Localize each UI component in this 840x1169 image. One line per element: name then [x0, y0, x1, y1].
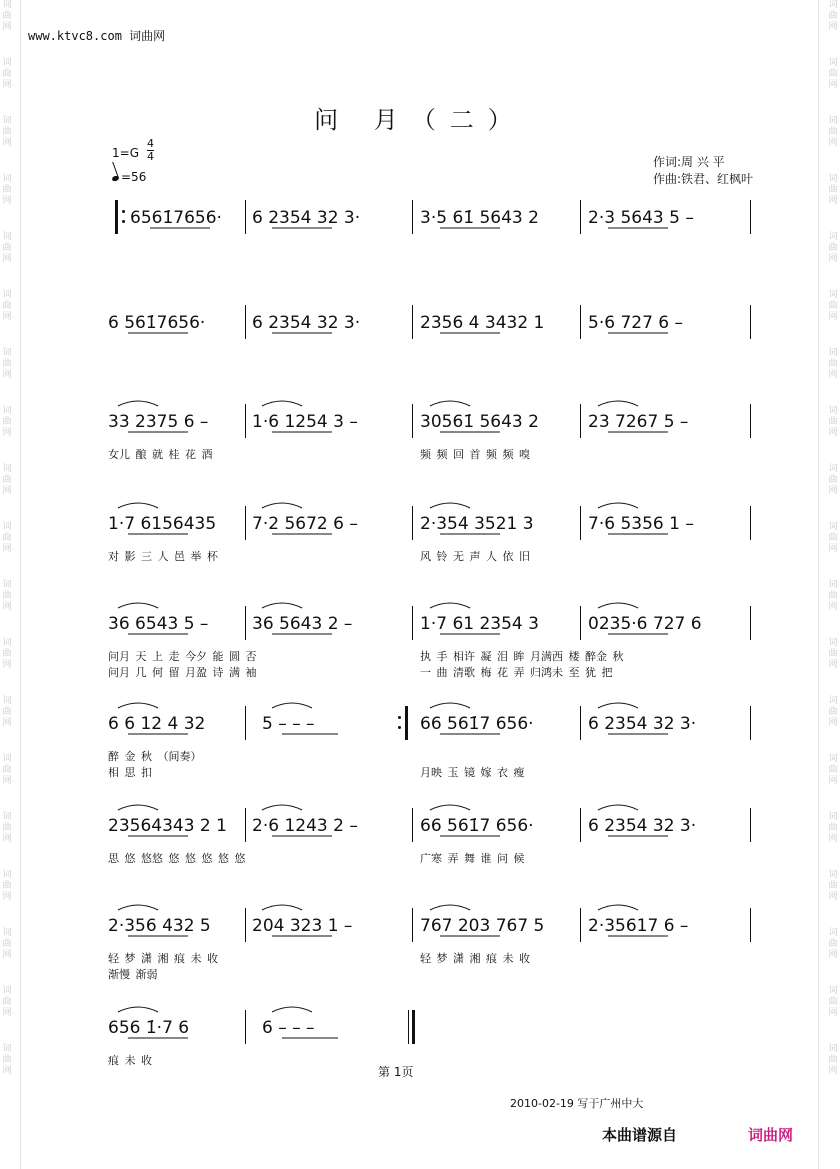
- site-url[interactable]: www.ktvc8.com 词曲网: [28, 29, 166, 43]
- watermark-char: 网: [2, 196, 12, 206]
- composer-credit: 作曲:铁君、红枫叶: [653, 172, 754, 186]
- watermark-char: 词: [2, 406, 12, 416]
- watermark-char: 网: [2, 80, 12, 90]
- watermark-char: 曲: [828, 185, 838, 195]
- measure: 7·6 5356 1 –: [588, 514, 694, 534]
- watermark-char: 词: [2, 638, 12, 648]
- watermark-group: [0, 232, 14, 265]
- watermark-group: [826, 870, 840, 903]
- barline: [580, 200, 581, 234]
- watermark-group: [0, 522, 14, 555]
- measure: 6 2354 32 3·: [252, 313, 361, 333]
- watermark-char: 词: [828, 348, 838, 358]
- watermark-char: 曲: [2, 997, 12, 1007]
- watermark-group: [826, 232, 840, 265]
- page-number: 第 1页: [378, 1065, 414, 1079]
- slur-arc: [598, 503, 638, 508]
- barline: [412, 506, 413, 540]
- watermark-char: 词: [2, 1044, 12, 1054]
- barline: [750, 808, 751, 842]
- watermark-char: 网: [2, 776, 12, 786]
- watermark-group: [0, 406, 14, 439]
- watermark-group: [0, 928, 14, 961]
- barline: [750, 200, 751, 234]
- measure: 30561̇ 5643 2: [420, 412, 539, 432]
- watermark-group: [0, 754, 14, 787]
- barline: [580, 808, 581, 842]
- slur-arc: [118, 703, 158, 708]
- watermark-char: 词: [2, 232, 12, 242]
- watermark-char: 曲: [2, 707, 12, 717]
- slur-arc: [262, 503, 302, 508]
- watermark-group: [0, 0, 14, 33]
- measure: 6 2354 32 3·: [588, 816, 697, 836]
- watermark-char: 曲: [2, 475, 12, 485]
- watermark-char: 网: [2, 138, 12, 148]
- measure: 0235·6 727 6: [588, 614, 702, 634]
- watermark-char: 词: [2, 464, 12, 474]
- measure: 7·2 5672 6 –: [252, 514, 358, 534]
- watermark-char: 曲: [828, 649, 838, 659]
- measure: 6561̇7656·: [130, 208, 222, 228]
- watermark-group: [826, 348, 840, 381]
- watermark-char: 网: [828, 544, 838, 554]
- slur-arc: [598, 401, 638, 406]
- measure: 3·5 61̇ 5643 2: [420, 208, 539, 228]
- lyric-line: 思 悠 悠悠 悠 悠 悠 悠 悠: [108, 852, 246, 865]
- slur-arc: [118, 1007, 158, 1012]
- composition-date: 2010-02-19 写于广州中大: [510, 1097, 644, 1110]
- slur-arc: [598, 805, 638, 810]
- watermark-group: [826, 1044, 840, 1077]
- watermark-group: [826, 638, 840, 671]
- watermark-char: 曲: [828, 243, 838, 253]
- watermark-char: 网: [2, 602, 12, 612]
- watermark-char: 词: [828, 812, 838, 822]
- time-numerator: 4: [147, 137, 154, 150]
- barline: [580, 706, 581, 740]
- barline: [580, 506, 581, 540]
- watermark-char: 词: [828, 754, 838, 764]
- watermark-char: 网: [828, 834, 838, 844]
- slur-arc: [430, 905, 470, 910]
- measure: 36 5643 2 –: [252, 614, 353, 634]
- watermark-char: 曲: [2, 533, 12, 543]
- watermark-char: 曲: [2, 881, 12, 891]
- slur-arc: [262, 401, 302, 406]
- slur-arc: [430, 401, 470, 406]
- measure: 1·6 1254 3 –: [252, 412, 358, 432]
- watermark-char: 网: [828, 602, 838, 612]
- slur-arc: [598, 603, 638, 608]
- watermark-group: [0, 290, 14, 323]
- watermark-group: [0, 638, 14, 671]
- watermark-char: 网: [828, 312, 838, 322]
- lyric-line: 女儿 酿 就 桂 花 酒: [108, 448, 213, 461]
- watermark-char: 曲: [828, 301, 838, 311]
- barline: [245, 908, 246, 942]
- tempo-value: =56: [121, 170, 147, 184]
- measure: 36 6543 5 –: [108, 614, 209, 634]
- watermark-char: 词: [828, 0, 838, 10]
- slur-arc: [262, 905, 302, 910]
- watermark-char: 网: [828, 138, 838, 148]
- watermark-group: [0, 870, 14, 903]
- slur-arc: [430, 805, 470, 810]
- lyric-line: 风 铃 无 声 人 依 旧: [420, 550, 530, 563]
- slur-arc: [430, 603, 470, 608]
- watermark-group: [826, 406, 840, 439]
- slur-arc: [118, 905, 158, 910]
- barline: [580, 404, 581, 438]
- watermark-group: [0, 464, 14, 497]
- barline: [245, 200, 246, 234]
- watermark-char: 词: [2, 58, 12, 68]
- watermark-char: 网: [828, 892, 838, 902]
- barline: [750, 706, 751, 740]
- lyric-line-second-verse: 问月 几 何 留 月盈 诗 满 袖: [108, 666, 257, 679]
- slur-arc: [272, 1007, 312, 1012]
- slur-arc: [118, 603, 158, 608]
- slur-arc: [598, 905, 638, 910]
- time-signature: [147, 138, 154, 163]
- barline: [580, 606, 581, 640]
- watermark-char: 曲: [2, 765, 12, 775]
- slur-arc: [272, 703, 312, 708]
- watermark-char: 曲: [2, 417, 12, 427]
- final-barline: [412, 1010, 415, 1044]
- watermark-char: 词: [828, 232, 838, 242]
- measure: 6 – – –: [262, 1018, 315, 1038]
- watermark-char: 曲: [2, 1055, 12, 1065]
- watermark-char: 词: [828, 464, 838, 474]
- lyric-line: 对 影 三 人 邑 举 杯: [108, 550, 218, 563]
- measure: 2356 4 3432 1: [420, 313, 545, 333]
- watermark-char: 词: [828, 580, 838, 590]
- watermark-char: 网: [2, 254, 12, 264]
- watermark-char: 曲: [828, 881, 838, 891]
- watermark-char: 曲: [828, 939, 838, 949]
- source-label: 本曲谱源自: [602, 1126, 678, 1144]
- measure: 66 561̇7 656·: [420, 816, 534, 836]
- measure: 5 – – –: [262, 714, 315, 734]
- lyric-line-second-verse: 一 曲 清歌 梅 花 弄 归鸿未 至 犹 把: [420, 666, 613, 679]
- barline: [580, 908, 581, 942]
- watermark-char: 网: [2, 428, 12, 438]
- watermark-char: 曲: [828, 11, 838, 21]
- slur-arc: [118, 805, 158, 810]
- watermark-char: 曲: [828, 591, 838, 601]
- right-watermark-strip: [826, 0, 840, 1169]
- barline: [750, 506, 751, 540]
- watermark-char: 曲: [828, 475, 838, 485]
- watermark-char: 网: [2, 950, 12, 960]
- watermark-group: [0, 348, 14, 381]
- watermark-char: 曲: [2, 243, 12, 253]
- watermark-char: 网: [828, 1008, 838, 1018]
- watermark-char: 网: [828, 22, 838, 32]
- watermark-char: 网: [828, 80, 838, 90]
- barline: [412, 606, 413, 640]
- lyricist-credit: 作词:周 兴 平: [653, 155, 725, 169]
- slur-arc: [118, 401, 158, 406]
- lyric-line: 轻 梦 潇 湘 痕 未 收: [108, 952, 218, 965]
- measure: 767 203 767 5: [420, 916, 545, 936]
- watermark-char: 词: [828, 870, 838, 880]
- watermark-char: 词: [828, 116, 838, 126]
- watermark-char: 词: [2, 0, 12, 10]
- barline: [245, 706, 246, 740]
- barline: [750, 305, 751, 339]
- watermark-char: 词: [2, 174, 12, 184]
- measure: 204 323 1 –: [252, 916, 353, 936]
- slur-arc: [430, 703, 470, 708]
- watermark-char: 网: [828, 1066, 838, 1076]
- measure: 6 6 12 4 32: [108, 714, 206, 734]
- watermark-char: 词: [2, 870, 12, 880]
- watermark-char: 网: [828, 776, 838, 786]
- barline: [412, 200, 413, 234]
- watermark-char: 曲: [2, 359, 12, 369]
- slur-arc: [262, 805, 302, 810]
- watermark-group: [0, 580, 14, 613]
- watermark-group: [826, 58, 840, 91]
- watermark-group: [826, 0, 840, 33]
- watermark-char: 词: [2, 928, 12, 938]
- watermark-char: 曲: [2, 301, 12, 311]
- watermark-group: [826, 812, 840, 845]
- quarter-note-icon: [111, 175, 119, 182]
- watermark-group: [0, 1044, 14, 1077]
- barline: [245, 606, 246, 640]
- lyric-line: 醉 金 秋 （间奏）: [108, 750, 202, 763]
- watermark-group: [0, 696, 14, 729]
- watermark-char: 曲: [828, 417, 838, 427]
- watermark-char: 曲: [2, 939, 12, 949]
- watermark-char: 词: [828, 290, 838, 300]
- watermark-char: 曲: [2, 823, 12, 833]
- watermark-char: 网: [828, 428, 838, 438]
- measure: 656 1̇·7 6: [108, 1018, 190, 1038]
- lyric-line: 频 频 回 首 频 频 嗅: [420, 448, 530, 461]
- watermark-char: 曲: [2, 649, 12, 659]
- barline: [245, 305, 246, 339]
- lyric-line-second-verse: 月映 玉 镜 嫁 衣 瘦: [420, 766, 525, 779]
- watermark-char: 网: [2, 892, 12, 902]
- watermark-group: [826, 290, 840, 323]
- watermark-char: 曲: [828, 765, 838, 775]
- barline: [412, 808, 413, 842]
- barline: [580, 305, 581, 339]
- tempo-marking: [112, 170, 146, 184]
- watermark-char: 曲: [2, 127, 12, 137]
- watermark-char: 词: [2, 812, 12, 822]
- measure: 6 561̇7656·: [108, 313, 206, 333]
- watermark-group: [826, 986, 840, 1019]
- measure: 6 2354 32 3·: [588, 714, 697, 734]
- watermark-char: 网: [2, 486, 12, 496]
- barline: [245, 404, 246, 438]
- watermark-char: 网: [828, 486, 838, 496]
- watermark-char: 网: [828, 254, 838, 264]
- barline: [412, 404, 413, 438]
- watermark-char: 曲: [2, 185, 12, 195]
- measure: 1·7 61 2354 3: [420, 614, 539, 634]
- measure: 2·354 3521 3: [420, 514, 534, 534]
- measure: 2·3 5643 5 –: [588, 208, 694, 228]
- barline: [750, 908, 751, 942]
- watermark-char: 网: [2, 544, 12, 554]
- barline: [245, 506, 246, 540]
- watermark-char: 网: [2, 834, 12, 844]
- measure: 23 7267 5 –: [588, 412, 689, 432]
- watermark-char: 词: [2, 696, 12, 706]
- watermark-char: 词: [2, 580, 12, 590]
- lyric-line: 痕 未 收: [108, 1054, 152, 1067]
- watermark-char: 网: [2, 22, 12, 32]
- watermark-char: 词: [2, 522, 12, 532]
- measure: 2·356 432 5: [108, 916, 211, 936]
- watermark-group: [826, 696, 840, 729]
- key-signature: 1=G: [112, 146, 139, 160]
- watermark-group: [826, 522, 840, 555]
- watermark-char: 曲: [828, 707, 838, 717]
- watermark-char: 曲: [2, 69, 12, 79]
- watermark-char: 曲: [828, 127, 838, 137]
- song-title: 问 月（二）: [314, 106, 526, 134]
- watermark-char: 网: [828, 718, 838, 728]
- watermark-char: 网: [2, 370, 12, 380]
- barline: [750, 606, 751, 640]
- watermark-char: 词: [828, 174, 838, 184]
- watermark-group: [0, 812, 14, 845]
- lyric-line-second-verse: 相 思 扣: [108, 766, 152, 779]
- watermark-char: 网: [828, 660, 838, 670]
- left-watermark-strip: [0, 0, 14, 1169]
- lyric-line: 轻 梦 潇 湘 痕 未 收: [420, 952, 530, 965]
- lyric-line: 执 手 相许 凝 泪 眸 月满西 楼 醉金 秋: [420, 650, 624, 663]
- lyric-line: 问月 天 上 走 今夕 能 圆 否: [108, 650, 257, 663]
- slur-arc: [262, 603, 302, 608]
- watermark-char: 网: [2, 1008, 12, 1018]
- watermark-char: 曲: [828, 69, 838, 79]
- watermark-char: 曲: [828, 1055, 838, 1065]
- watermark-char: 网: [2, 718, 12, 728]
- watermark-char: 网: [2, 660, 12, 670]
- slur-arc: [430, 503, 470, 508]
- barline: [750, 404, 751, 438]
- watermark-char: 词: [2, 348, 12, 358]
- measure: 1·7 6156435: [108, 514, 217, 534]
- repeat-start-sign: [115, 200, 121, 234]
- watermark-char: 网: [828, 950, 838, 960]
- watermark-group: [826, 464, 840, 497]
- watermark-char: 词: [828, 638, 838, 648]
- watermark-char: 词: [828, 406, 838, 416]
- watermark-group: [0, 986, 14, 1019]
- slur-arc: [598, 703, 638, 708]
- watermark-group: [0, 58, 14, 91]
- watermark-group: [826, 754, 840, 787]
- watermark-char: 曲: [2, 11, 12, 21]
- watermark-char: 曲: [2, 591, 12, 601]
- left-margin-line: [20, 0, 21, 1169]
- watermark-char: 词: [828, 522, 838, 532]
- lyric-line-second-verse: 渐慢 渐弱: [108, 968, 158, 981]
- watermark-char: 网: [2, 1066, 12, 1076]
- final-barline-thin: [408, 1010, 409, 1044]
- watermark-char: 词: [828, 1044, 838, 1054]
- watermark-char: 曲: [828, 359, 838, 369]
- watermark-char: 词: [2, 986, 12, 996]
- barline: [245, 1010, 246, 1044]
- watermark-char: 词: [828, 58, 838, 68]
- watermark-char: 词: [2, 754, 12, 764]
- watermark-char: 曲: [828, 997, 838, 1007]
- repeat-end-sign: [398, 706, 404, 740]
- watermark-group: [826, 580, 840, 613]
- watermark-group: [0, 174, 14, 207]
- watermark-group: [826, 174, 840, 207]
- measure: 23564343 2 1: [108, 816, 227, 836]
- watermark-char: 词: [2, 116, 12, 126]
- measure: 66 561̇7 656·: [420, 714, 534, 734]
- watermark-char: 词: [828, 928, 838, 938]
- watermark-char: 词: [2, 290, 12, 300]
- lyric-line: 广寒 弄 舞 谁 问 候: [420, 852, 525, 865]
- time-denominator: 4: [147, 150, 154, 163]
- measure: 2·6 1243 2 –: [252, 816, 358, 836]
- barline: [412, 908, 413, 942]
- watermark-group: [826, 928, 840, 961]
- watermark-char: 词: [828, 986, 838, 996]
- barline: [412, 305, 413, 339]
- right-margin-line: [818, 0, 819, 1169]
- watermark-char: 网: [828, 196, 838, 206]
- slur-arc: [118, 503, 158, 508]
- watermark-char: 曲: [828, 533, 838, 543]
- measure: 2·35617 6 –: [588, 916, 689, 936]
- watermark-char: 词: [828, 696, 838, 706]
- measure: 6 2354 32 3·: [252, 208, 361, 228]
- watermark-char: 网: [828, 370, 838, 380]
- brand-link[interactable]: 词曲网: [748, 1126, 794, 1144]
- barline: [245, 808, 246, 842]
- watermark-char: 曲: [828, 823, 838, 833]
- measure: 33 2375 6 –: [108, 412, 209, 432]
- measure: 5·6 727 6 –: [588, 313, 684, 333]
- watermark-char: 网: [2, 312, 12, 322]
